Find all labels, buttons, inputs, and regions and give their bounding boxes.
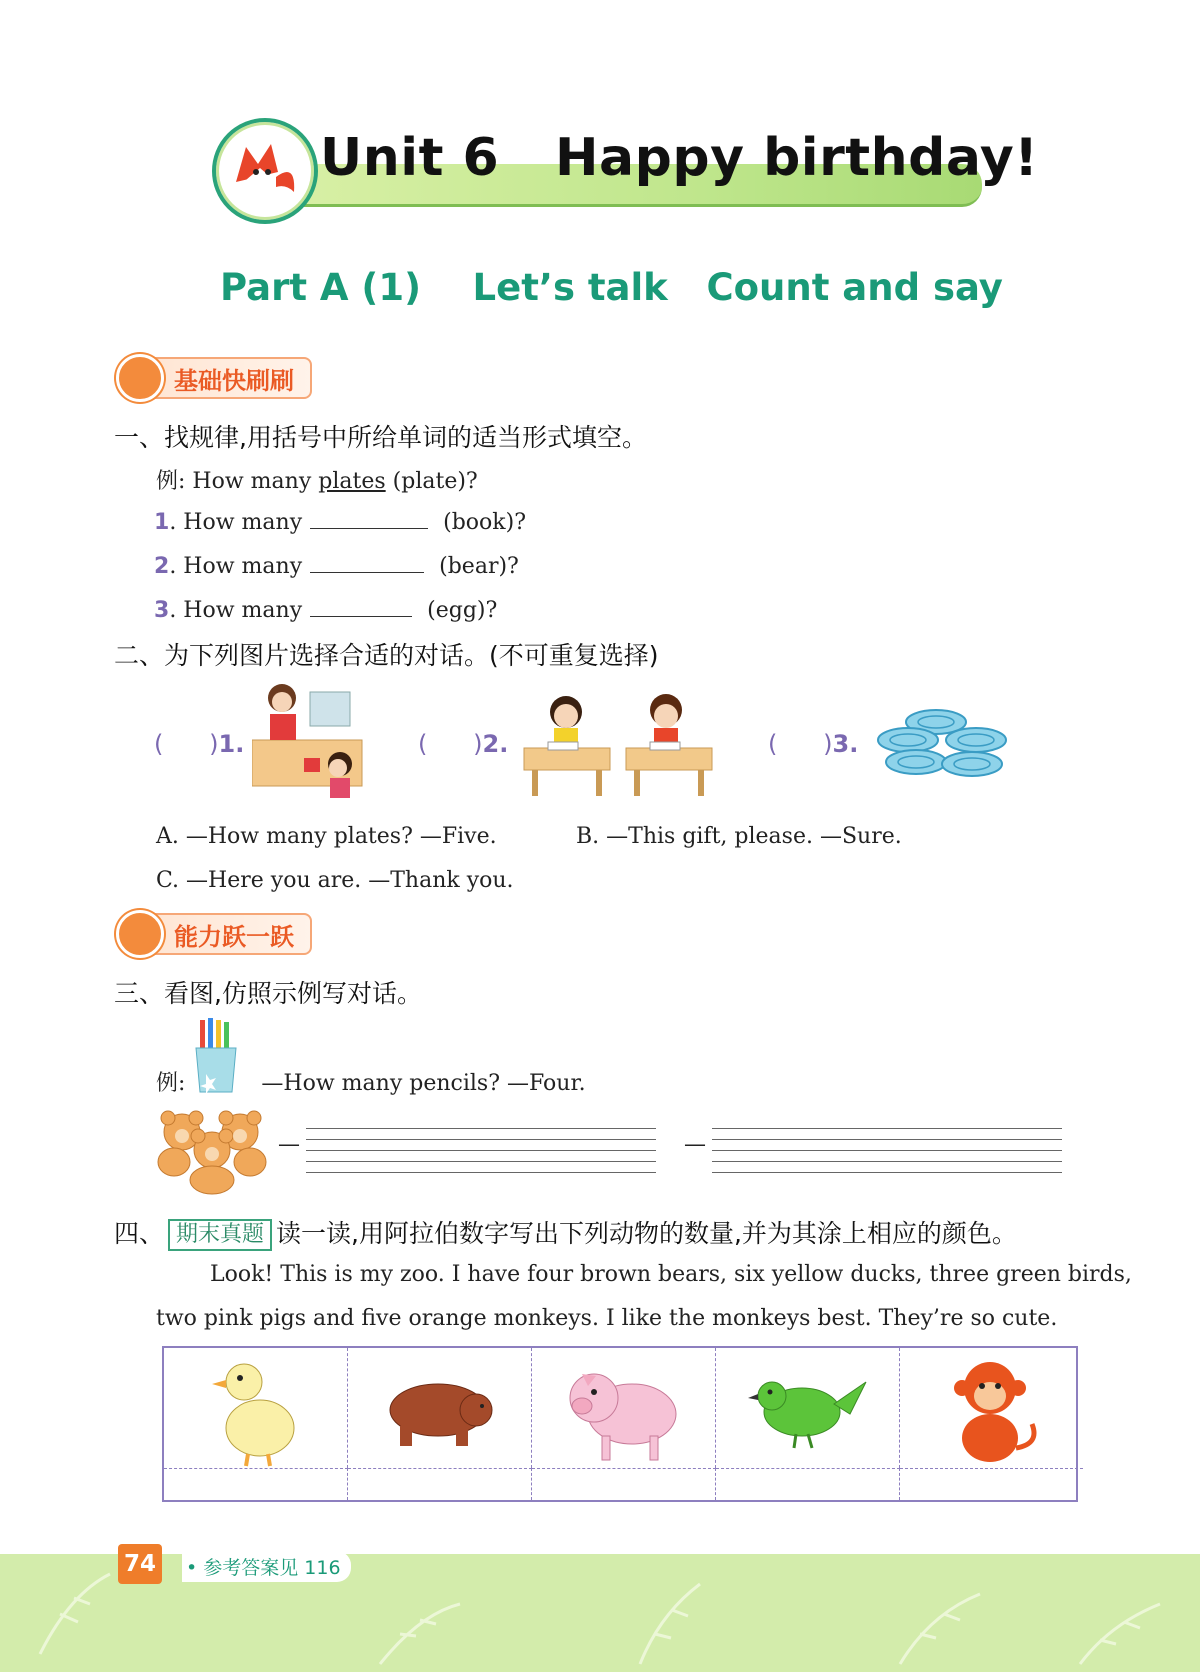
count-label: Count and say: [706, 266, 1003, 309]
passage-line-2: two pink pigs and five orange monkeys. I like the monkeys best. They’re so cute.: [156, 1306, 1058, 1331]
lesson-subtitle: [220, 266, 1003, 309]
q2-item-1[interactable]: [154, 730, 244, 758]
q1-example: [156, 464, 478, 495]
duck-icon: [164, 1348, 347, 1468]
writing-lines-1[interactable]: [306, 1128, 656, 1175]
q2-option-a: A. —How many plates? —Five.: [156, 824, 497, 849]
example-prefix: 例:: [156, 1071, 186, 1096]
item-number: 2.: [482, 730, 509, 758]
animal-cell[interactable]: [532, 1348, 716, 1468]
title-banner: [212, 118, 1039, 218]
q3-example: [156, 1066, 586, 1097]
count-answer-cell[interactable]: [532, 1468, 716, 1500]
animal-cell[interactable]: [348, 1348, 532, 1468]
classroom-scene-icon: [522, 690, 718, 798]
part-label: Part A (1): [220, 266, 421, 309]
fox-icon: [116, 354, 164, 402]
animal-cell[interactable]: [900, 1348, 1083, 1468]
animal-cell[interactable]: [716, 1348, 900, 1468]
bird-icon: [716, 1348, 899, 1468]
answer-reference: • 参考答案见 116: [182, 1551, 351, 1582]
answer-blank[interactable]: [310, 508, 428, 529]
section-tag-basic: [116, 356, 312, 400]
bear-icon: [348, 1348, 531, 1468]
q4-heading: [114, 1214, 1017, 1251]
q3-dash-2: —: [684, 1132, 706, 1157]
example-before: How many: [192, 469, 312, 494]
item-before: . How many: [169, 510, 303, 535]
q1-heading: 一、找规律,用括号中所给单词的适当形式填空。: [114, 423, 647, 452]
q2-option-c: C. —Here you are. —Thank you.: [156, 868, 514, 893]
unit-number: Unit 6: [320, 128, 500, 188]
example-after: (plate)?: [392, 469, 478, 494]
section-tag-ability: [116, 912, 312, 956]
answer-paren[interactable]: ( ): [768, 730, 833, 758]
item-after: (bear)?: [439, 554, 519, 579]
fox-icon: [116, 910, 164, 958]
exam-tag: 期末真题: [168, 1219, 272, 1251]
item-number: 1: [154, 510, 170, 535]
answer-blank[interactable]: [310, 596, 412, 617]
q3-dash-1: —: [278, 1132, 300, 1157]
item-number: 2: [154, 554, 170, 579]
count-answer-cell[interactable]: [716, 1468, 900, 1500]
example-answer: plates: [318, 469, 386, 494]
animal-cell[interactable]: [164, 1348, 348, 1468]
q4-number: 四、: [114, 1219, 165, 1248]
item-before: . How many: [169, 598, 303, 623]
q2-heading: 二、为下列图片选择合适的对话。(不可重复选择): [114, 641, 659, 670]
monkey-icon: [900, 1348, 1083, 1468]
footer-band: [0, 1554, 1200, 1672]
animal-table: [162, 1346, 1078, 1502]
q3-heading: 三、看图,仿照示例写对话。: [114, 979, 422, 1008]
example-text: —How many pencils? —Four.: [261, 1071, 586, 1096]
section-label: 能力跃一跃: [154, 913, 312, 955]
q2-item-3[interactable]: [768, 730, 858, 758]
q4-instruction: 读一读,用阿拉伯数字写出下列动物的数量,并为其涂上相应的颜色。: [276, 1219, 1017, 1248]
pig-icon: [532, 1348, 715, 1468]
leaf-pattern-icon: [0, 1554, 1200, 1672]
answer-paren[interactable]: ( ): [418, 730, 483, 758]
q1-item: [154, 552, 519, 579]
item-before: . How many: [169, 554, 303, 579]
fox-icon: [212, 118, 318, 224]
answer-blank[interactable]: [310, 552, 424, 573]
section-label: 基础快刷刷: [154, 357, 312, 399]
shop-scene-icon: [252, 680, 372, 808]
count-answer-cell[interactable]: [900, 1468, 1083, 1500]
item-after: (book)?: [443, 510, 527, 535]
writing-lines-2[interactable]: [712, 1128, 1062, 1175]
answer-paren[interactable]: ( ): [154, 730, 219, 758]
item-number: 1.: [218, 730, 245, 758]
q1-item: [154, 596, 497, 623]
count-answer-cell[interactable]: [348, 1468, 532, 1500]
example-prefix: 例:: [156, 469, 186, 494]
q2-item-2[interactable]: [418, 730, 508, 758]
item-number: 3: [154, 598, 170, 623]
plates-icon: [872, 706, 1012, 782]
item-number: 3.: [832, 730, 859, 758]
page-number: 74: [118, 1544, 162, 1584]
talk-label: Let’s talk: [472, 266, 668, 309]
unit-title: [320, 128, 1038, 188]
q1-item: [154, 508, 526, 535]
unit-name: Happy birthday!: [555, 128, 1039, 188]
count-answer-cell[interactable]: [164, 1468, 348, 1500]
item-after: (egg)?: [427, 598, 498, 623]
passage-line-1: Look! This is my zoo. I have four brown bears, six yellow ducks, three green birds,: [210, 1262, 1132, 1287]
q2-option-b: B. —This gift, please. —Sure.: [576, 824, 902, 849]
teddy-bears-icon: [152, 1104, 272, 1196]
